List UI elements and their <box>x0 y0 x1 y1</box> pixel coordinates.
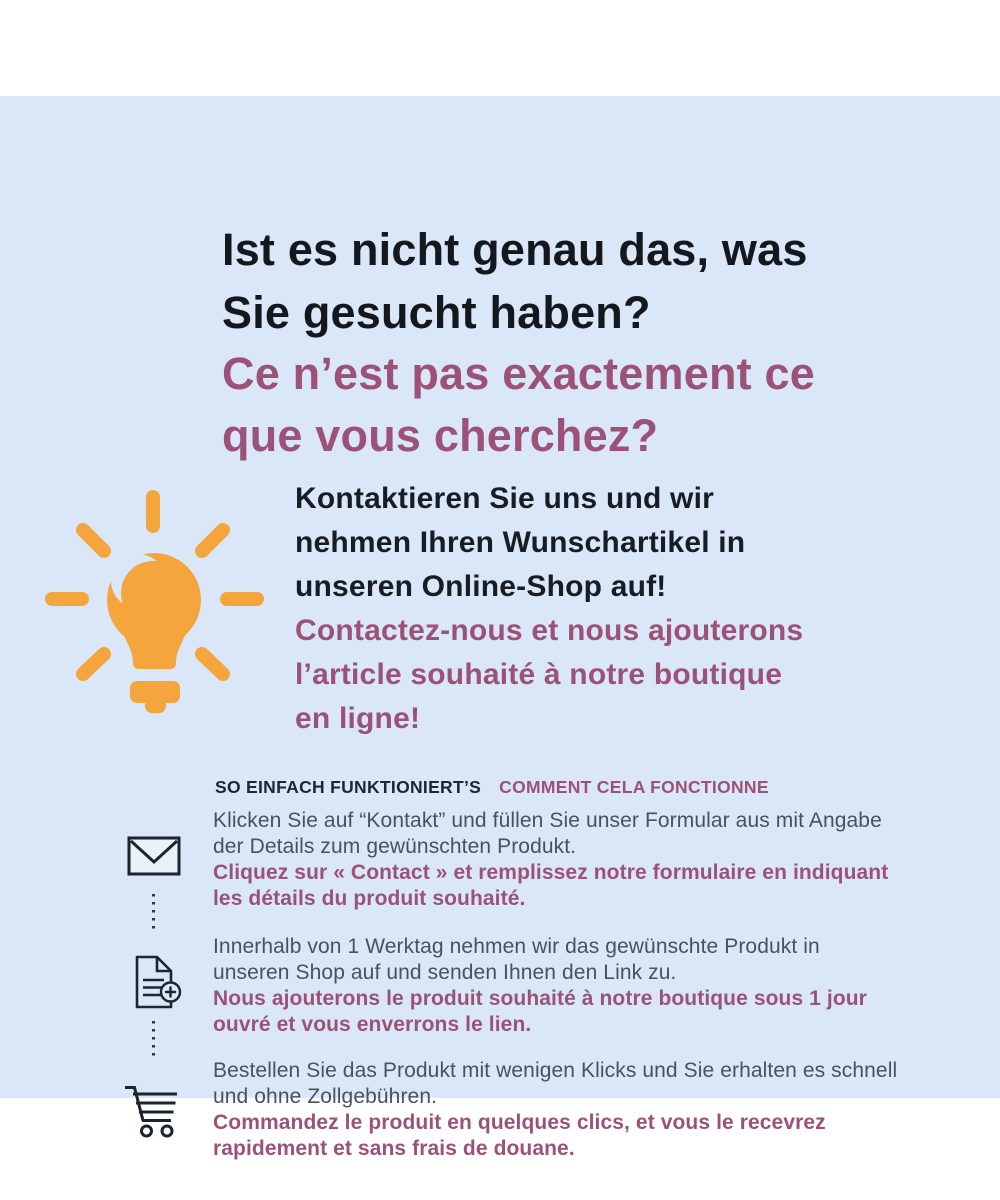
lightbulb-icon <box>42 488 267 723</box>
shopping-cart-icon <box>121 1082 183 1138</box>
hero-title-de-line2: Sie gesucht haben? <box>222 287 651 338</box>
step2-fr-line2: ouvré et vous enverrons le lien. <box>213 1013 532 1036</box>
how-it-works-heading-de: SO EINFACH FUNKTIONIERT’S <box>215 777 482 797</box>
intro-text <box>295 477 895 741</box>
step3-fr-line2: rapidement et sans frais de douane. <box>213 1137 575 1160</box>
intro-de-line1: Kontaktieren Sie uns und wir <box>295 482 714 515</box>
intro-de-line3: unseren Online-Shop auf! <box>295 570 667 603</box>
hero-title-de <box>222 218 808 344</box>
intro-fr-line2: l’article souhaité à notre boutique <box>295 658 783 691</box>
dotted-connector-2 <box>152 1021 155 1059</box>
step2-fr-line1: Nous ajouterons le produit souhaité à notre boutique sous 1 jour <box>213 987 867 1010</box>
intro-fr-line1: Contactez-nous et nous ajouterons <box>295 614 804 647</box>
document-add-icon <box>131 952 183 1010</box>
how-it-works-heading-fr: COMMENT CELA FONCTIONNE <box>499 777 769 797</box>
envelope-icon <box>127 836 181 876</box>
hero-title-de-line1: Ist es nicht genau das, was <box>222 224 808 275</box>
hero-title-fr <box>222 343 815 467</box>
step2-de-line1: Innerhalb von 1 Werktag nehmen wir das gewünschte Produkt in <box>213 935 820 958</box>
step1-de-line1: Klicken Sie auf “Kontakt” und füllen Sie unser Formular aus mit Angabe <box>213 809 882 832</box>
step1-de-line2: der Details zum gewünschten Produkt. <box>213 835 577 858</box>
blue-panel <box>0 96 1000 1160</box>
step3-fr-line1: Commandez le produit en quelques clics, et vous le recevrez <box>213 1111 826 1134</box>
step3-de-line2: und ohne Zollgebühren. <box>213 1085 438 1108</box>
step-item-3 <box>213 1058 938 1162</box>
step2-de-line2: unseren Shop auf und senden Ihnen den Link zu. <box>213 961 677 984</box>
how-it-works-heading <box>215 777 769 798</box>
hero-title-fr-line2: que vous cherchez? <box>222 410 659 461</box>
step-item-1 <box>213 808 938 912</box>
intro-fr-line3: en ligne! <box>295 702 421 735</box>
step3-de-line1: Bestellen Sie das Produkt mit wenigen Klicks und Sie erhalten es schnell <box>213 1059 898 1082</box>
step1-fr-line1: Cliquez sur « Contact » et remplissez notre formulaire en indiquant <box>213 861 889 884</box>
step1-fr-line2: les détails du produit souhaité. <box>213 887 526 910</box>
step-item-2 <box>213 934 938 1038</box>
hero-title-fr-line1: Ce n’est pas exactement ce <box>222 348 815 399</box>
dotted-connector-1 <box>152 894 155 932</box>
intro-de-line2: nehmen Ihren Wunschartikel in <box>295 526 746 559</box>
